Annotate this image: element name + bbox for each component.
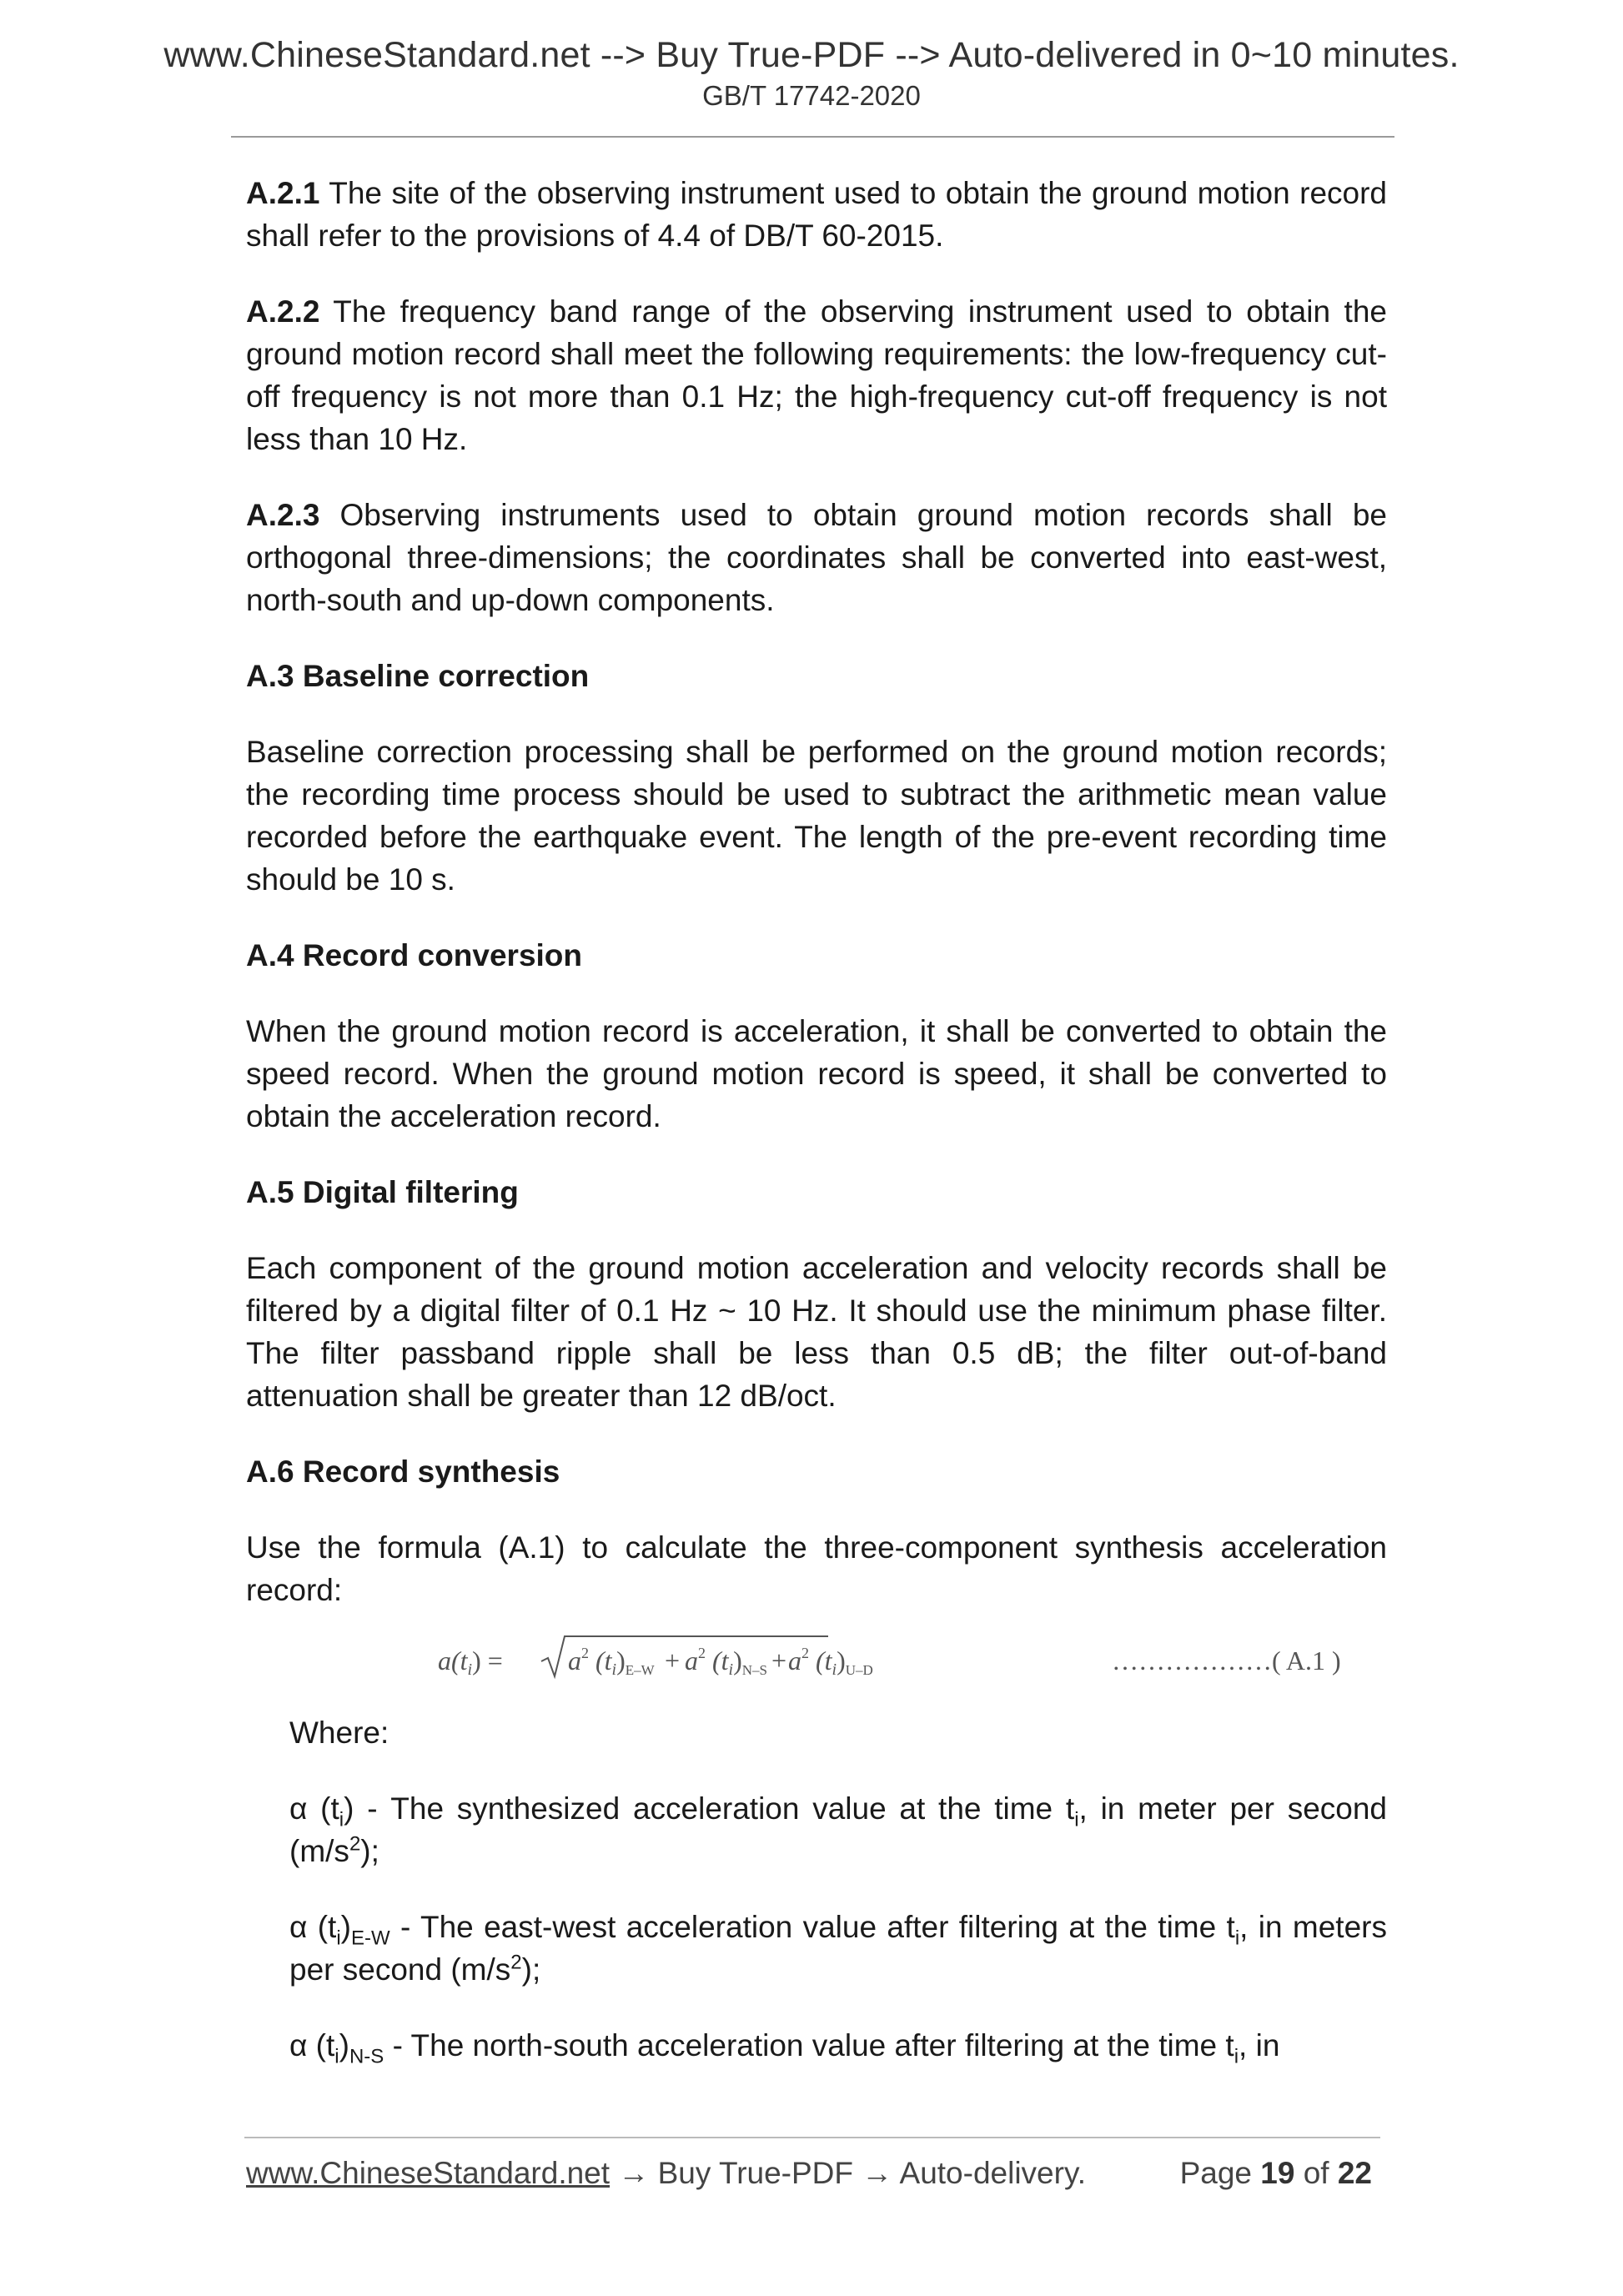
where-label: Where: xyxy=(289,1716,389,1750)
section-heading-a-4: A.4 Record conversion xyxy=(246,938,583,972)
clause-number: A.2.2 xyxy=(246,294,320,329)
site-link[interactable]: www.ChineseStandard.net xyxy=(246,2156,611,2190)
footer-promo xyxy=(246,2156,1086,2191)
definition-item: α $(t_i)$ - The synthesized acceleration value at the time $t_i$, in meter per second $(m/s^2)$; xyxy=(289,1791,1388,1868)
page-total: 22 xyxy=(1337,2156,1372,2190)
footer-divider xyxy=(244,2137,1380,2138)
section-heading-a-3: A.3 Baseline correction xyxy=(246,659,590,693)
formula-plus-2: + xyxy=(771,1645,787,1676)
definition-item: α $(t_i)_{N-S}$ - The north-south acceleration value after filtering at the time $t_i$, in xyxy=(289,2028,1280,2068)
section-heading-a-5: A.5 Digital filtering xyxy=(246,1175,519,1209)
formula-lhs: a(ti) = xyxy=(438,1645,503,1679)
paragraph-a-3: Baseline correction processing shall be performed on the ground motion records; the recording time process should be used to subtract the arithmetic mean value recorded before the earthquake event. The length of the pre-event recording time should be 10 s. xyxy=(246,735,1387,897)
formula-a-1 xyxy=(246,1628,1387,1703)
formula-number: ………………( A.1 ) xyxy=(1112,1645,1341,1676)
standard-code: GB/T 17742-2020 xyxy=(702,80,921,111)
clause-a-2-2 xyxy=(246,290,1387,460)
clause-text: Observing instruments used to obtain ground motion records shall be orthogonal three-dimensions; the coordinates shall be converted into east-west, north-south and up-down components. xyxy=(246,498,1387,617)
clause-text: The site of the observing instrument used to obtain the ground motion record shall refer to the provisions of 4.4 of DB/T 60-2015. xyxy=(246,176,1387,253)
formula-term-ew: $a^2$ (ti)E–W xyxy=(568,1645,655,1679)
section-heading-a-6: A.6 Record synthesis xyxy=(246,1454,560,1489)
header-divider xyxy=(231,136,1394,138)
formula-graphic xyxy=(438,1628,1380,1695)
header-banner: www.ChineseStandard.net --> Buy True-PDF --> Auto-delivered in 0~10 minutes. xyxy=(163,35,1460,75)
page-indicator: Page 19 of 22 xyxy=(1179,2156,1372,2190)
where-block xyxy=(246,1711,1387,2067)
paragraph-a-4: When the ground motion record is acceleration, it shall be converted to obtain the speed record. When the ground motion record is speed, it shall be converted to obtain the acceleration record. xyxy=(246,1014,1387,1133)
formula-term-ud: $a^2$ (ti)U–D xyxy=(788,1645,873,1679)
formula-term-ns: $a^2$ (ti)N–S xyxy=(685,1645,767,1679)
clause-number: A.2.3 xyxy=(246,498,320,532)
clause-number: A.2.1 xyxy=(246,176,320,210)
definition-item: α $(t_i)_{E-W}$ - The east-west acceleration value after filtering at the time $t_i$, in meters per second $(m/s^2)$; xyxy=(289,1910,1387,1987)
footer-tagline: → Buy True-PDF → Auto-delivery. xyxy=(610,2156,1086,2190)
document-body xyxy=(246,172,1387,2100)
formula-plus-1: + xyxy=(665,1645,681,1676)
paragraph-a-5: Each component of the ground motion acceleration and velocity records shall be filtered by a digital filter of 0.1 Hz ~ 10 Hz. It should use the minimum phase filter. The filter passband ripple shall be less than 0.5 dB; the filter out-of-band attenuation shall be greater than 12 dB/oct. xyxy=(246,1251,1387,1413)
page-number: 19 xyxy=(1260,2156,1295,2190)
paragraph-a-6: Use the formula (A.1) to calculate the three-component synthesis acceleration record: xyxy=(246,1530,1387,1607)
clause-text: The frequency band range of the observing instrument used to obtain the ground motion record shall meet the following requirements: the low-frequency cut-off frequency is not more than 0.1 Hz; the high-frequency cut-off frequency is not less than 10 Hz. xyxy=(246,294,1387,456)
clause-a-2-3 xyxy=(246,494,1387,621)
clause-a-2-1 xyxy=(246,172,1387,257)
